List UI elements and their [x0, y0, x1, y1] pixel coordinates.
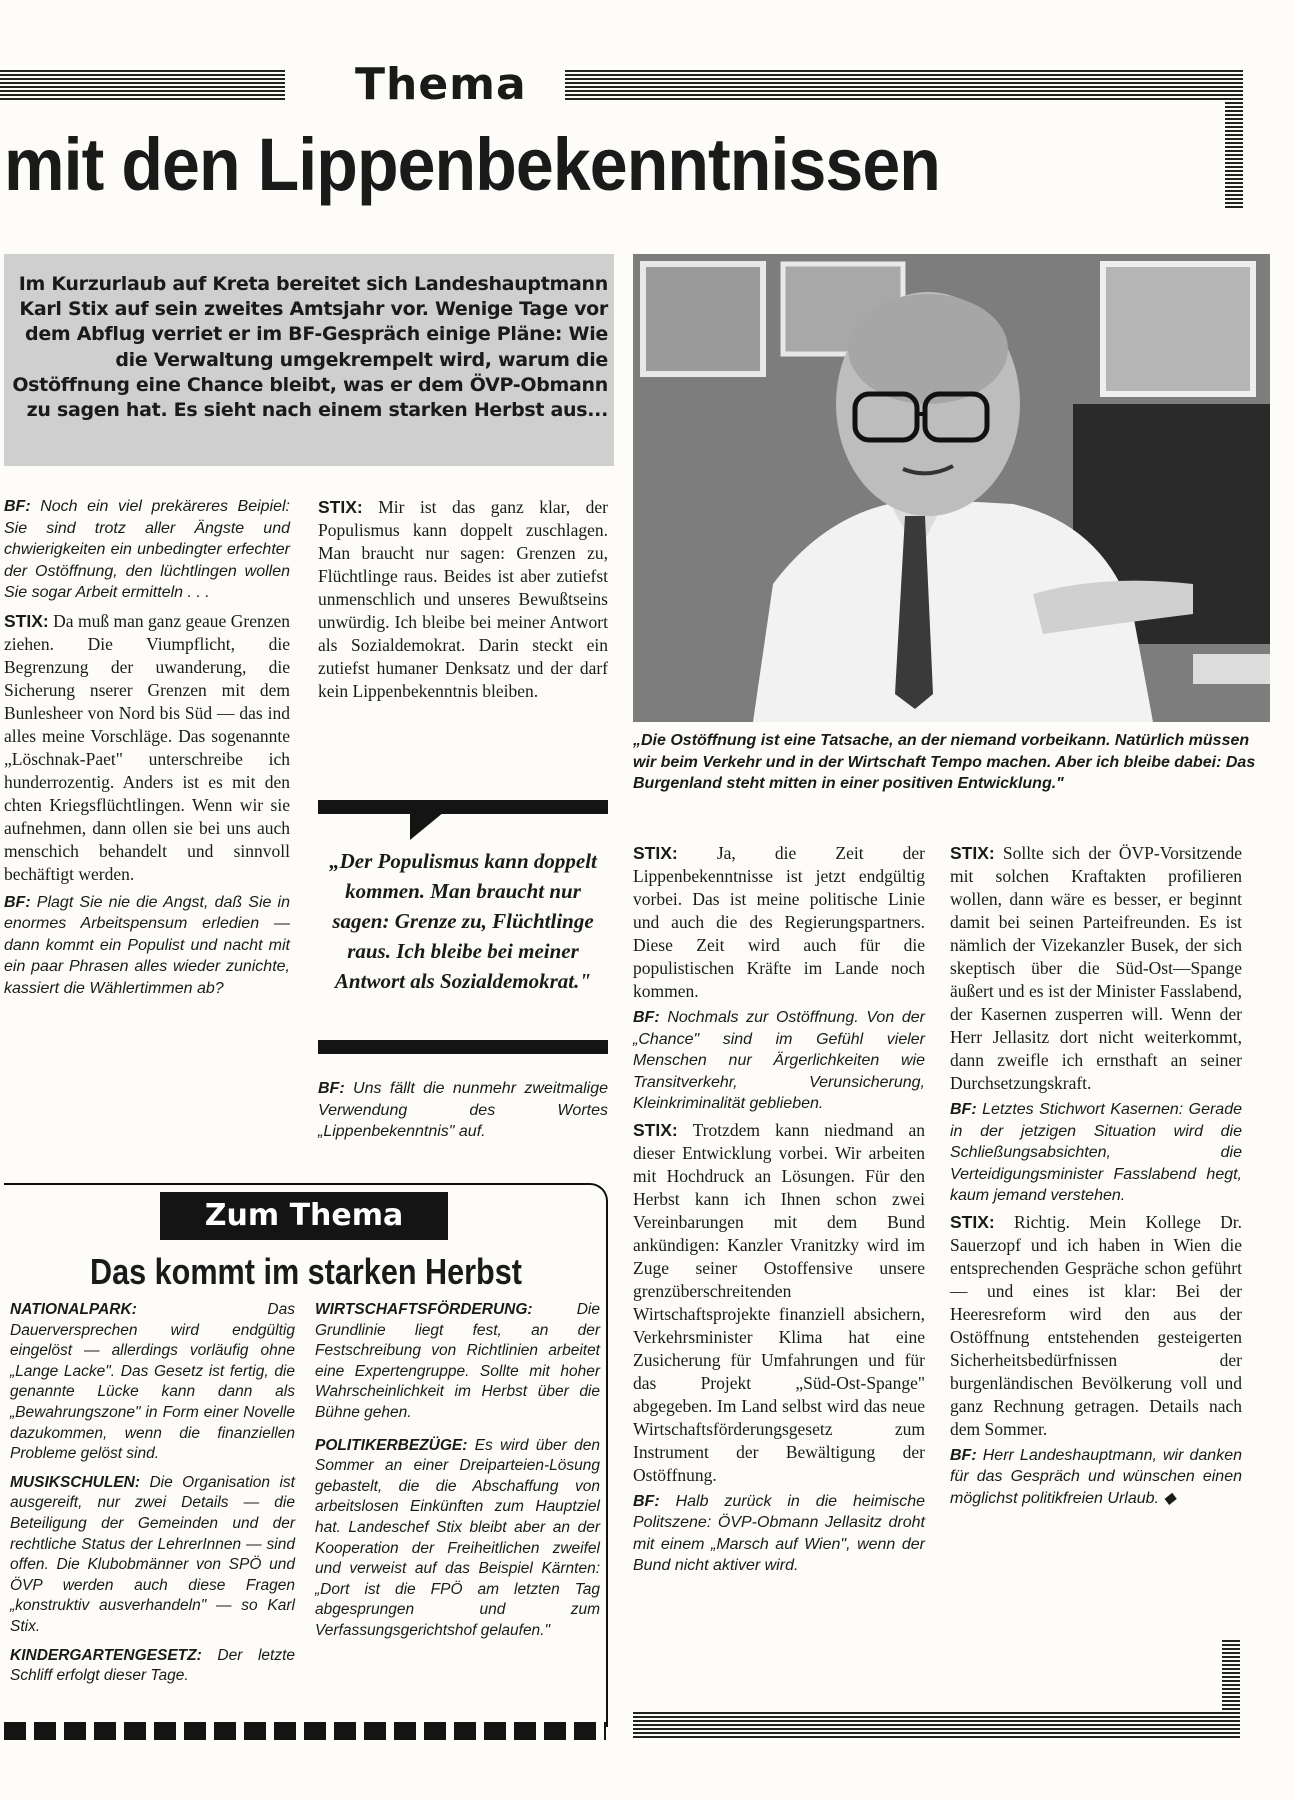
speaker-label: STIX:	[950, 1211, 995, 1232]
footer-rule-right	[633, 1712, 1240, 1738]
column-2	[318, 496, 608, 703]
speaker-label: BF:	[4, 893, 31, 911]
header-rule-corner	[1225, 70, 1243, 210]
sidebar-entry: KINDERGARTENGESETZ: Der letzte Schliff erfolgt dieser Tage.	[10, 1646, 295, 1685]
sidebar-entry: MUSIKSCHULEN: Die Organisation ist ausgereift, nur zwei Details — die Beteiligung der Gemeinden und der rechtliche Status der LehrerInnen — sind offen. Die Klubobmänner von SPÖ und ÖVP werden auch diese Fragen „konstruktiv ausverhandeln" — so Karl Stix.	[10, 1473, 295, 1635]
paragraph: Plagt Sie nie die Angst, daß Sie in enormes Arbeitspensum erledien — dann kommt ein Populist und nacht mit ein paar Phrasen alles wieder zunichte, kassiert die Wählertimmen ab?	[4, 893, 290, 997]
paragraph: Nochmals zur Ostöffnung. Von der „Chance" sind im Gefühl vieler Menschen nur Ärgerlichkeiten wie Transitverkehr, Verunsicherung, Kleinkriminalität geblieben.	[633, 1009, 925, 1112]
sidebar-entry: POLITIKERBEZÜGE: Es wird über den Sommer an einer Dreiparteien-Lösung gebastelt, die die Abschaffung von arbeitslosen Einkünften zum Hauptziel hat. Landeschef Stix bleibt aber an der Kooperation der Freiheitlichen zweifel und verweist auf das Beispiel Kärnten: „Dort ist die FPÖ am letzten Tag abgesprungen und zum Verfassungsgerichtshof gelaufen."	[315, 1436, 600, 1639]
sidebar-right-column	[315, 1300, 600, 1650]
kicker: Thema	[355, 59, 527, 110]
speaker-label: STIX:	[4, 610, 49, 631]
portrait-illustration	[633, 254, 1270, 722]
lead-text: Im Kurzurlaub auf Kreta bereitet sich Landeshauptmann Karl Stix auf sein zweites Amtsjahr vor. Wenige Tage vor dem Abflug verriet er im BF-Gespräch einige Pläne: Wie die Verwaltung umgekrempelt wird, warum die Ostöffnung eine Chance bleibt, was er dem ÖVP-Obmann zu sagen hat. Es sieht nach einem starken Herbst aus...	[12, 273, 608, 422]
sidebar-box-title: Das kommt im starken Herbst	[90, 1251, 522, 1292]
speaker-label: BF:	[633, 1009, 660, 1026]
paragraph: Herr Landeshauptmann, wir danken für das Gespräch und wünschen einen möglichst politikfreien Urlaub.	[950, 1446, 1242, 1507]
paragraph: Halb zurück in die heimische Politszene: ÖVP-Obmann Jellasitz droht mit einem „Marsch auf Wien", wenn der Bund nicht aktiver wird.	[633, 1492, 925, 1574]
paragraph: Da muß man ganz geaue Grenzen ziehen. Die Viumpflicht, die Begrenzung der uwanderung, die Sicherung nserer Grenzen mit dem Bunlesheer von Nord bis Süd — das ind alles meine Vorschläge. Das sogenannte „Löschnak-Paet" unterschreibe ich hunderrozentig. Anders ist es mit den chten Kriegsflüchtlingen. Wenn wir sie aufnehmen, dann ollen sie bei uns auch menschich behandelt und sinnvoll bechäftigt werden.	[4, 610, 290, 884]
sidebar-dash-rule	[4, 1722, 606, 1740]
speaker-label: BF:	[633, 1492, 660, 1510]
column-1	[4, 496, 290, 999]
header-rule-left	[0, 70, 285, 100]
speaker-label: STIX:	[950, 843, 995, 863]
paragraph: Noch ein viel prekäreres Beipiel: Sie sind trotz aller Ängste und chwierigkeiten ein unbedingter erfechter der Ostöffnung, den lüchtlingen wollen Sie sogar Arbeit ermitteln . . .	[4, 498, 290, 601]
sidebar-entry: WIRTSCHAFTSFÖRDERUNG: Die Grundlinie liegt fest, an der Festschreibung von Richtlinien arbeitet eine Expertengruppe. Sollte mit hoher Wahrscheinlichkeit im Herbst über die Bühne gehen.	[315, 1301, 600, 1421]
speaker-label: BF:	[4, 498, 31, 515]
speaker-label: BF:	[318, 1080, 345, 1097]
quote-rule-bottom	[318, 1040, 608, 1054]
column-2-bottom	[318, 1078, 608, 1143]
paragraph: Ja, die Zeit der Lippenbekenntnisse ist jetzt endgültig vorbei. Das ist meine politische Linie und auch die des Regierungspartners. Diese Zeit wird auch für die populistischen Kräfte im Lande noch kommen.	[633, 843, 926, 1001]
paragraph: Mir ist das ganz klar, der Populismus kann doppelt zuschlagen. Man braucht nur sagen: Grenzen zu, Flüchtlinge raus. Beides ist aber zutiefst unmenschlich und unseres Bewußtseins unwürdig. Ich bleibe bei meiner Antwort als Sozialdemokrat. Darin steckt ein zutiefst humaner Denksatz und der darf kein Lippenbekenntnis bleiben.	[318, 497, 609, 701]
quote-notch-icon	[410, 812, 444, 840]
sidebar-left-column	[10, 1300, 295, 1695]
sidebar-entry: NATIONALPARK: Das Dauerversprechen wird endgültig eingelöst — allerdings vorläufig ohne „Lange Lacke". Das Gesetz ist fertig, die genannte Lücke kann dann als „Bewahrungszone" in Form einer Novelle dazukommen, wenn die finanziellen Probleme gelöst sind.	[10, 1301, 295, 1463]
paragraph: Sollte sich der ÖVP-Vorsitzende mit solchen Kraftakten profilieren wollen, dann wäre es besser, er beginnt damit bei seinen Parteifreunden. Es ist nämlich der Vizekanzler Busek, der sich skeptisch über die Süd-Ost—Spange äußert und es ist der Minister Fasslabend, der Kasernen zusperren will. Wenn der Herr Jellasitz dort nicht weiterkommt, dann zweifle ich ernsthaft an seiner Durchsetzungskraft.	[950, 843, 1242, 1093]
speaker-label: STIX:	[633, 1119, 678, 1140]
pull-quote: „Der Populismus kann doppelt kommen. Man braucht nur sagen: Grenze zu, Flüchtlinge raus. Ich bleibe bei meiner Antwort als Sozialdemokrat."	[329, 849, 597, 993]
column-3	[633, 842, 925, 1577]
speaker-label: STIX:	[633, 843, 678, 863]
header-rule-right	[565, 70, 1240, 100]
speaker-label: BF:	[950, 1101, 977, 1118]
end-mark-icon: ◆	[1163, 1489, 1176, 1507]
speaker-label: BF:	[950, 1446, 977, 1464]
sidebar-box-label: Zum Thema	[160, 1192, 448, 1240]
headline: mit den Lippenbekenntnissen	[4, 123, 940, 206]
paragraph: Letztes Stichwort Kasernen: Gerade in der jetzigen Situation wird die Schließungsabsichten, die Verteidigungsminister Fasslabend hegt, kaum jemand verstehen.	[950, 1101, 1242, 1204]
paragraph: Richtig. Mein Kollege Dr. Sauerzopf und ich haben in Wien die entsprechenden Gespräche schon geführt — und eines ist klar: Bei der Heeresreform wird den aus der Ostöffnung entstehenden gesteigerten Sicherheitsbedürfnissen der burgenländischen Bevölkerung voll und ganz Rechnung getragen. Details nach dem Sommer.	[950, 1211, 1242, 1439]
portrait-photo	[633, 254, 1270, 722]
speaker-label: STIX:	[318, 497, 363, 517]
paragraph: Trotzdem kann niedmand an dieser Entwicklung vorbei. Wir arbeiten mit Hochdruck an Lösungen. Für den Herbst kann ich Ihnen schon zwei Vereinbarungen mit dem Bund ankündigen: Kanzler Vranitzky wird im Zuge seiner Ostoffensive unsere grenzüberschreitenden Wirtschaftsprojekte finanziell absichern, Verkehrsminister Klima hat eine Zusicherung für Umfahrungen und für das Projekt „Süd-Ost-Spange" abgegeben. Im Land selbst wird das neue Wirtschaftsförderungsgesetz zum Instrument der Bewältigung der Ostöffnung.	[633, 1119, 925, 1485]
photo-caption: „Die Ostöffnung ist eine Tatsache, an der niemand vorbeikann. Natürlich müssen wir beim Verkehr und in der Wirtschaft Tempo machen. Aber ich bleibe dabei: Das Burgenland steht mitten in einer positiven Entwicklung."	[633, 732, 1256, 792]
paragraph: Uns fällt die nunmehr zweitmalige Verwendung des Wortes „Lippenbekenntnis" auf.	[318, 1080, 609, 1140]
column-4	[950, 842, 1242, 1509]
quote-rule-top	[318, 800, 608, 814]
footer-rule-corner	[1222, 1640, 1240, 1720]
